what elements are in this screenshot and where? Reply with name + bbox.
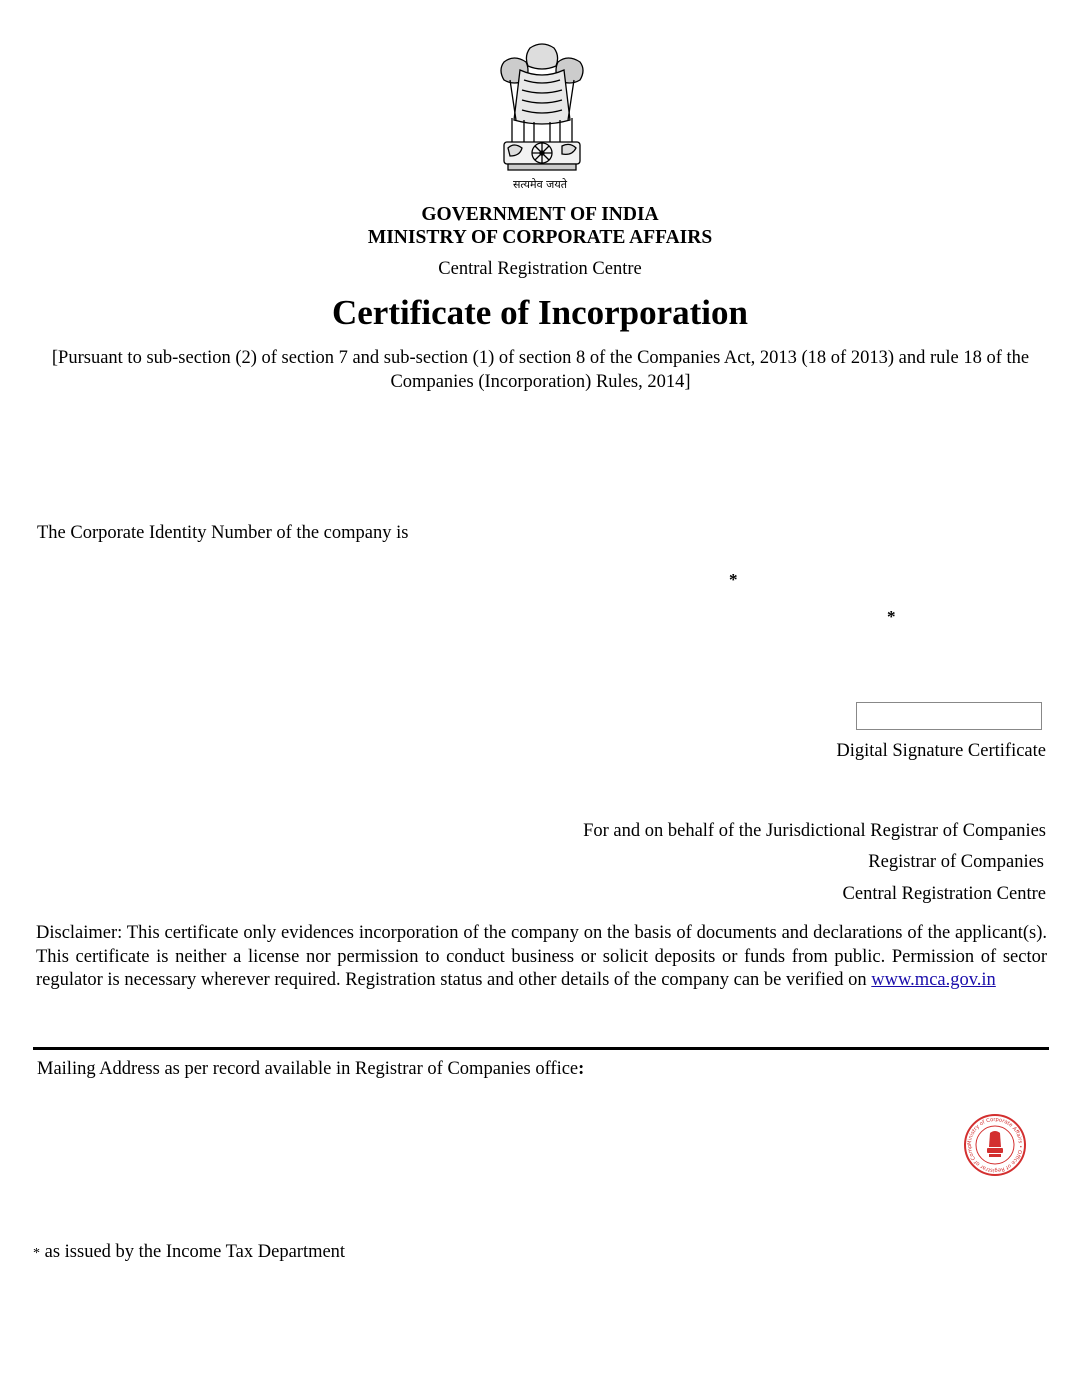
asterisk-marker: * <box>729 570 738 589</box>
pursuant-clause: [Pursuant to sub-section (2) of section 7 and sub-section (1) of section 8 of the Companies Act, 2013 (18 of 2013) and rule 18 of the Companies (Incorporation) Rules, 2014] <box>51 348 1030 392</box>
cin-statement: The Corporate Identity Number of the company is <box>37 523 409 543</box>
national-emblem-icon <box>490 40 594 200</box>
signatory-behalf: For and on behalf of the Jurisdictional Registrar of Companies <box>583 821 1046 841</box>
digital-signature-label: Digital Signature Certificate <box>836 741 1046 761</box>
mailing-address-heading <box>37 1059 584 1080</box>
seal-text: Ministry of Corporate Affairs • Office of Registrar of Comp <box>966 1116 1024 1174</box>
header-government <box>0 203 1080 249</box>
signatory-role: Registrar of Companies <box>868 852 1044 872</box>
national-motto: सत्यमेव जयते <box>512 178 567 191</box>
signatory-centre: Central Registration Centre <box>842 884 1046 904</box>
section-divider <box>33 1047 1049 1050</box>
mca-website-link[interactable]: www.mca.gov.in <box>871 970 996 990</box>
disclaimer-text: Disclaimer: This certificate only evidences incorporation of the company on the basis of documents and declarations of the applicant(s). This certificate is neither a license nor permission to conduct business or solicit deposits or funds from public. Permission of sector regulator is necessary wherever required. Registration status and other details of the company can be verified on <box>36 923 1047 990</box>
footnote-text: as issued by the Income Tax Department <box>40 1242 346 1262</box>
mailing-address-label: Mailing Address as per record available in Registrar of Companies office <box>37 1059 579 1079</box>
ministry-seal-icon <box>963 1113 1027 1177</box>
government-title: GOVERNMENT OF INDIA <box>421 204 659 225</box>
footnote-asterisk: * <box>33 1246 40 1261</box>
mailing-address-colon: : <box>578 1059 585 1079</box>
digital-signature-box[interactable] <box>856 702 1042 730</box>
asterisk-marker: * <box>887 607 896 626</box>
ministry-title: MINISTRY OF CORPORATE AFFAIRS <box>367 227 713 248</box>
disclaimer <box>36 922 1047 993</box>
registration-centre-heading: Central Registration Centre <box>438 259 642 279</box>
certificate-title: Certificate of Incorporation <box>332 293 748 332</box>
footnote <box>33 1242 345 1263</box>
